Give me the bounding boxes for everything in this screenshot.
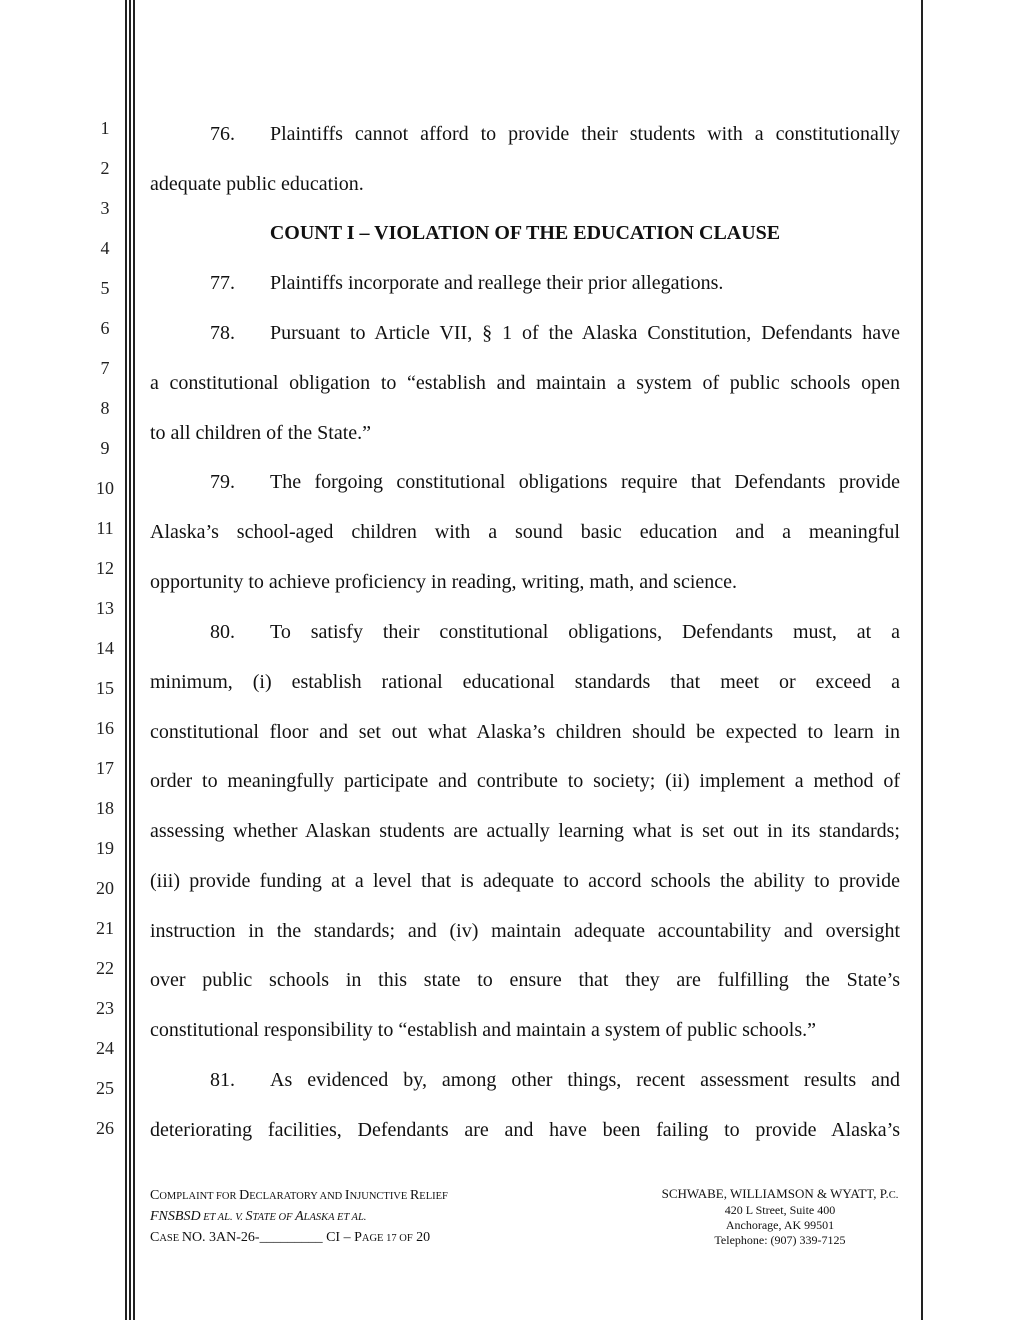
- line-number: 26: [96, 1118, 114, 1138]
- paragraph-81-line: deteriorating facilities, Defendants are and have been failing to provide Alaska’s: [150, 1119, 900, 1141]
- paragraph-77-line: [210, 270, 900, 296]
- line-number: 25: [96, 1078, 114, 1098]
- firm-phone: Telephone: (907) 339-7125: [714, 1233, 846, 1247]
- line-number: 11: [96, 518, 114, 538]
- line-number: 20: [96, 878, 114, 898]
- line-number: 14: [96, 638, 114, 658]
- footer-document-title: COMPLAINT FOR DECLARATORY AND INJUNCTIVE RELIEF: [150, 1188, 448, 1203]
- right-margin-rule: [921, 0, 923, 1320]
- paragraph-80-line: (iii) provide funding at a level that is adequate to accord schools the ability to provide: [150, 870, 900, 892]
- count-heading: COUNT I – VIOLATION OF THE EDUCATION CLAUSE: [269, 222, 781, 244]
- line-number: 4: [100, 238, 110, 258]
- paragraph-76-line: adequate public education.: [150, 173, 364, 195]
- line-number: 2: [100, 158, 110, 178]
- line-number: 19: [96, 838, 114, 858]
- left-margin-rule-outer: [125, 0, 127, 1320]
- paragraph-80-line: assessing whether Alaskan students are actually learning what is set out in its standards;: [150, 820, 900, 842]
- footer-case-caption: FNSBSD ET AL. V. STATE OF ALASKA ET AL.: [150, 1209, 367, 1224]
- line-number: 24: [96, 1038, 114, 1058]
- line-number: 8: [100, 398, 110, 418]
- paragraph-80-line: [210, 619, 900, 645]
- line-number: 15: [96, 678, 114, 698]
- paragraph-text: To satisfy their constitutional obligations, Defendants must, at a: [270, 621, 900, 643]
- paragraph-number: 80.: [210, 621, 235, 643]
- paragraph-76-line: [210, 121, 900, 147]
- line-number: 18: [96, 798, 114, 818]
- paragraph-number: 81.: [210, 1069, 235, 1091]
- line-number: 17: [96, 758, 114, 778]
- paragraph-79-line: Alaska’s school-aged children with a sound basic education and a meaningful: [150, 521, 900, 543]
- paragraph-number: 78.: [210, 322, 235, 344]
- line-number: 23: [96, 998, 114, 1018]
- line-number: 22: [96, 958, 114, 978]
- paragraph-number: 77.: [210, 272, 235, 294]
- paragraph-text: The forgoing constitutional obligations require that Defendants provide: [270, 471, 900, 493]
- paragraph-80-line: over public schools in this state to ensure that they are fulfilling the State’s: [150, 969, 900, 991]
- line-number: 9: [100, 438, 110, 458]
- paragraph-text: Plaintiffs cannot afford to provide their students with a constitutionally: [270, 123, 900, 145]
- paragraph-78-line: to all children of the State.”: [150, 422, 372, 444]
- paragraph-78-line: [210, 320, 900, 346]
- paragraph-79-line: [210, 469, 900, 495]
- paragraph-79-line: opportunity to achieve proficiency in reading, writing, math, and science.: [150, 571, 738, 593]
- paragraph-80-line: order to meaningfully participate and contribute to society; (ii) implement a method of: [150, 770, 900, 792]
- line-number: 1: [100, 118, 110, 138]
- line-number: 3: [100, 198, 110, 218]
- paragraph-number: 79.: [210, 471, 235, 493]
- line-number: 7: [100, 358, 110, 378]
- footer-firm-block: [640, 1186, 920, 1248]
- paragraph-78-line: a constitutional obligation to “establish and maintain a system of public schools open: [150, 372, 900, 394]
- firm-name: SCHWABE, WILLIAMSON & WYATT, P.C.: [661, 1186, 899, 1201]
- paragraph-80-line: constitutional responsibility to “establish and maintain a system of public schools.”: [150, 1019, 817, 1041]
- line-number: 13: [96, 598, 114, 618]
- paragraph-80-line: constitutional floor and set out what Alaska’s children should be expected to learn in: [150, 721, 900, 743]
- footer-case-number: CASE NO. 3AN-26-_________ CI – PAGE 17 OF 20: [150, 1230, 431, 1245]
- paragraph-text: As evidenced by, among other things, recent assessment results and: [270, 1069, 900, 1091]
- line-number: 12: [96, 558, 114, 578]
- left-margin-rule-inner: [133, 0, 135, 1320]
- paragraph-81-line: [210, 1067, 900, 1093]
- left-margin-rule-middle: [129, 0, 131, 1320]
- paragraph-80-line: instruction in the standards; and (iv) maintain adequate accountability and oversight: [150, 920, 900, 942]
- paragraph-text: Pursuant to Article VII, § 1 of the Alaska Constitution, Defendants have: [270, 322, 900, 344]
- paragraph-80-line: minimum, (i) establish rational educational standards that meet or exceed a: [150, 671, 900, 693]
- line-number: 10: [96, 478, 114, 498]
- line-number: 16: [96, 718, 114, 738]
- line-number: 5: [100, 278, 110, 298]
- paragraph-number: 76.: [210, 123, 235, 145]
- footer-caption: [150, 1186, 448, 1249]
- line-number: 6: [100, 318, 110, 338]
- firm-city: Anchorage, AK 99501: [725, 1218, 835, 1232]
- firm-street: 420 L Street, Suite 400: [724, 1203, 836, 1217]
- paragraph-text: Plaintiffs incorporate and reallege their prior allegations.: [270, 272, 724, 294]
- line-number: 21: [96, 918, 114, 938]
